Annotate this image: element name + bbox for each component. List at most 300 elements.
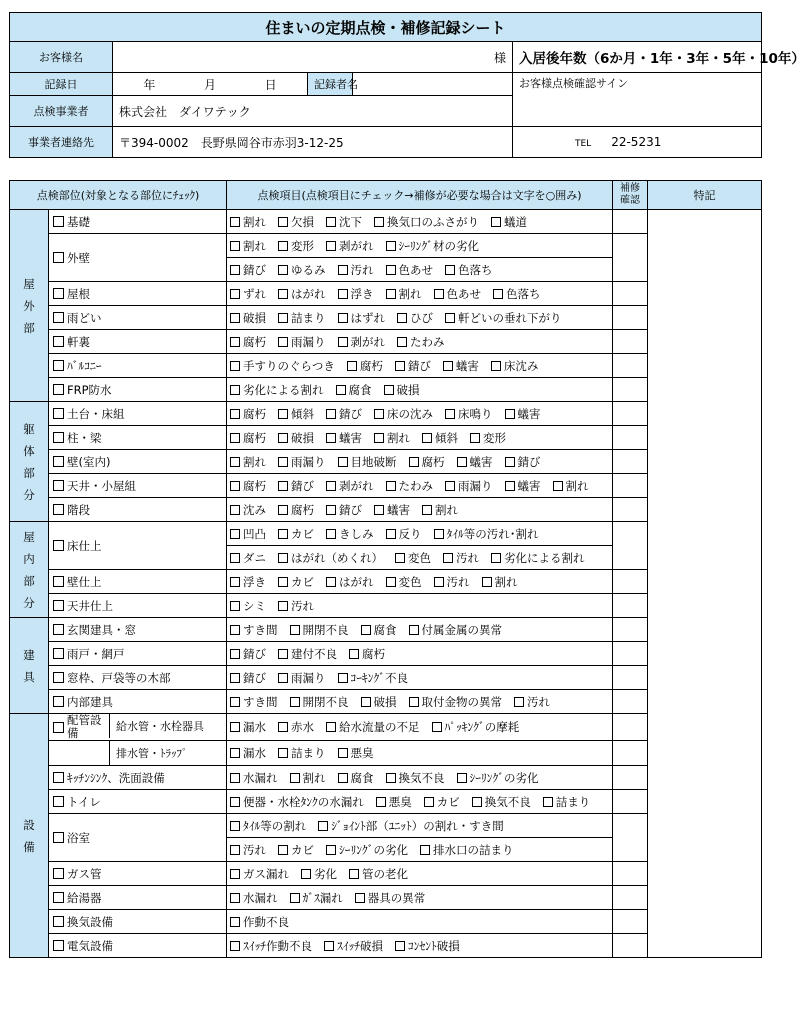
item-checks xyxy=(227,330,613,354)
part-label: 壁仕上 xyxy=(67,574,102,589)
item-checks xyxy=(227,862,613,886)
repair-check-cell[interactable] xyxy=(613,741,648,766)
part-label: 玄関建具・窓 xyxy=(67,622,136,637)
repair-check-cell[interactable] xyxy=(613,210,648,234)
check-item[interactable]: 汚れ xyxy=(514,694,550,710)
item-checks xyxy=(227,594,613,618)
part-label: 軒裏 xyxy=(67,334,90,349)
repair-check-cell[interactable] xyxy=(613,522,648,570)
check-item[interactable]: 水漏れ xyxy=(230,890,278,906)
item-checks xyxy=(227,474,613,498)
check-item[interactable]: ｼﾞｮｲﾝﾄ部（ﾕﾆｯﾄ）の割れ・すき間 xyxy=(318,818,504,834)
item-checks xyxy=(227,378,613,402)
repair-check-cell[interactable] xyxy=(613,402,648,426)
section-label: 躯 体 部 分 xyxy=(10,402,49,522)
section-label: 建 具 xyxy=(10,618,49,714)
check-item[interactable]: 欠損 xyxy=(278,214,314,230)
check-item[interactable]: 蟻害 xyxy=(326,430,362,446)
check-item[interactable]: 汚れ xyxy=(434,574,470,590)
check-item[interactable]: はずれ xyxy=(338,310,386,326)
part-checkbox[interactable] xyxy=(53,408,64,419)
item-checks xyxy=(227,886,613,910)
part-label: 天井仕上 xyxy=(67,598,113,613)
check-item[interactable]: 蟻道 xyxy=(491,214,527,230)
part-cell xyxy=(49,426,227,450)
part-checkbox[interactable] xyxy=(53,940,64,951)
contact-tel: 22-5231 xyxy=(611,135,662,149)
check-item[interactable]: 腐朽 xyxy=(278,502,314,518)
check-item[interactable]: 割れ xyxy=(230,214,266,230)
check-item[interactable]: 蟻害 xyxy=(505,406,541,422)
item-checks xyxy=(227,426,613,450)
check-item[interactable]: 錆び xyxy=(278,478,314,494)
item-checks xyxy=(227,666,613,690)
section-label: 屋 外 部 xyxy=(10,210,49,402)
check-item[interactable]: 蟻害 xyxy=(443,358,479,374)
piping-label: 配管設備 xyxy=(67,713,102,740)
part-label: 床仕上 xyxy=(67,538,102,553)
check-item[interactable]: ｼｰﾘﾝｸﾞの劣化 xyxy=(457,770,539,786)
check-item[interactable]: 剥がれ xyxy=(326,238,374,254)
part-cell xyxy=(49,450,227,474)
check-item[interactable]: きしみ xyxy=(326,526,374,542)
part-label: 内部建具 xyxy=(67,694,113,709)
part-checkbox[interactable] xyxy=(53,722,64,733)
check-item[interactable]: 詰まり xyxy=(543,794,591,810)
check-item[interactable]: 色あせ xyxy=(434,286,482,302)
check-item[interactable]: ゆるみ xyxy=(278,262,326,278)
col-items-header: 点検項目(点検項目にチェック→補修が必要な場合は文字を○囲み) xyxy=(227,181,613,210)
item-checks xyxy=(227,354,613,378)
repair-check-cell[interactable] xyxy=(613,642,648,666)
check-item[interactable]: ガス漏れ xyxy=(230,866,289,882)
check-item[interactable]: ｽｲｯﾁ作動不良 xyxy=(230,938,312,954)
check-item[interactable]: 換気不良 xyxy=(472,794,531,810)
sign-label: お客様点検確認サイン xyxy=(519,77,629,90)
years-label: 入居後年数（6か月・1年・3年・5年・10年） xyxy=(513,42,762,73)
check-item[interactable]: ｼｰﾘﾝｸﾞの劣化 xyxy=(326,842,408,858)
check-item[interactable]: はがれ xyxy=(326,574,374,590)
check-item[interactable]: 腐食 xyxy=(336,382,372,398)
part-cell xyxy=(49,474,227,498)
check-item[interactable]: 変色 xyxy=(386,574,422,590)
check-item[interactable]: 汚れ xyxy=(278,598,314,614)
check-item[interactable]: 変形 xyxy=(278,238,314,254)
check-item[interactable]: 割れ xyxy=(230,238,266,254)
recorder-field[interactable] xyxy=(353,73,513,96)
check-item[interactable]: 床の沈み xyxy=(374,406,433,422)
item-checks xyxy=(227,741,613,766)
check-item[interactable]: 腐朽 xyxy=(230,430,266,446)
check-item[interactable]: 床鳴り xyxy=(445,406,493,422)
part-label: 屋根 xyxy=(67,286,90,301)
date-year: 年 xyxy=(143,77,156,92)
check-item[interactable]: 色あせ xyxy=(386,262,434,278)
check-item[interactable]: 割れ xyxy=(422,502,458,518)
record-date-field[interactable] xyxy=(113,73,308,96)
part-cell xyxy=(49,666,227,690)
check-item[interactable]: 雨漏り xyxy=(445,478,493,494)
table-row xyxy=(10,210,762,234)
check-item[interactable]: 割れ xyxy=(230,454,266,470)
check-item[interactable]: 腐朽 xyxy=(230,406,266,422)
item-checks xyxy=(227,910,613,934)
check-item[interactable]: 蟻害 xyxy=(505,478,541,494)
item-checks xyxy=(227,522,613,546)
check-item[interactable]: 色落ち xyxy=(445,262,493,278)
check-item[interactable]: 換気不良 xyxy=(386,770,445,786)
sub-part-label: 給水管・水栓器具 xyxy=(109,714,204,738)
inspection-body xyxy=(10,210,762,958)
check-item[interactable]: 傾斜 xyxy=(422,430,458,446)
repair-check-cell[interactable] xyxy=(613,330,648,354)
part-cell xyxy=(49,210,227,234)
repair-check-cell[interactable] xyxy=(613,570,648,594)
check-item[interactable]: 開閉不良 xyxy=(290,694,349,710)
item-checks xyxy=(227,690,613,714)
check-item[interactable]: 蟻害 xyxy=(374,502,410,518)
item-checks xyxy=(227,570,613,594)
check-item[interactable]: 床沈み xyxy=(491,358,539,374)
part-label: 基礎 xyxy=(67,214,90,229)
item-checks xyxy=(227,814,613,838)
part-cell xyxy=(49,306,227,330)
check-item[interactable]: ﾀｲﾙ等の割れ xyxy=(230,818,306,834)
repair-check-cell[interactable] xyxy=(613,934,648,958)
contact-tel-label: TEL xyxy=(575,139,592,149)
part-checkbox[interactable] xyxy=(53,832,64,843)
check-item[interactable]: 劣化による割れ xyxy=(491,550,585,566)
check-item[interactable]: 浮き xyxy=(338,286,374,302)
notes-cell[interactable] xyxy=(648,210,762,958)
part-checkbox[interactable] xyxy=(53,796,64,807)
repair-check-cell[interactable] xyxy=(613,690,648,714)
check-item[interactable]: ﾊﾟｯｷﾝｸﾞの摩耗 xyxy=(432,719,520,735)
repair-check-cell[interactable] xyxy=(613,450,648,474)
customer-label: お客様名 xyxy=(10,42,113,73)
part-cell xyxy=(49,862,227,886)
item-checks xyxy=(227,546,613,570)
company-label: 点検事業者 xyxy=(10,96,113,127)
check-item[interactable]: 錆び xyxy=(505,454,541,470)
check-item[interactable]: 付属金属の異常 xyxy=(409,622,503,638)
part-cell xyxy=(49,282,227,306)
repair-check-cell[interactable] xyxy=(613,766,648,790)
part-checkbox[interactable] xyxy=(53,648,64,659)
check-item[interactable]: 割れ xyxy=(374,430,410,446)
part-label: ﾊﾞﾙｺﾆｰ xyxy=(67,358,102,373)
part-checkbox[interactable] xyxy=(53,772,64,783)
part-checkbox[interactable] xyxy=(53,892,64,903)
part-checkbox[interactable] xyxy=(53,252,64,263)
check-item[interactable]: 給水流量の不足 xyxy=(326,719,420,735)
header-table xyxy=(9,12,805,158)
check-item[interactable]: 建付不良 xyxy=(278,646,337,662)
date-month: 月 xyxy=(203,77,216,92)
check-item[interactable]: 雨漏り xyxy=(278,670,326,686)
check-item[interactable]: 浮き xyxy=(230,574,266,590)
check-item[interactable]: 傾斜 xyxy=(278,406,314,422)
repair-check-cell[interactable] xyxy=(613,790,648,814)
item-checks xyxy=(227,766,613,790)
col-repair-header xyxy=(613,181,648,210)
check-item[interactable]: 排水口の詰まり xyxy=(420,842,514,858)
part-cell xyxy=(49,402,227,426)
part-cell xyxy=(49,642,227,666)
check-item[interactable]: 劣化 xyxy=(301,866,337,882)
check-item[interactable]: 反り xyxy=(386,526,422,542)
part-checkbox[interactable] xyxy=(53,916,64,927)
part-cell xyxy=(49,690,227,714)
check-item[interactable]: 割れ xyxy=(482,574,518,590)
item-checks xyxy=(227,402,613,426)
check-item[interactable]: 破損 xyxy=(278,430,314,446)
check-item[interactable]: シミ xyxy=(230,598,266,614)
section-label: 屋 内 部 分 xyxy=(10,522,49,618)
repair-check-cell[interactable] xyxy=(613,306,648,330)
check-item[interactable]: 割れ xyxy=(553,478,589,494)
repair-check-cell[interactable] xyxy=(613,714,648,741)
check-item[interactable]: 沈み xyxy=(230,502,266,518)
item-checks xyxy=(227,258,613,282)
part-checkbox[interactable] xyxy=(53,360,64,371)
part-label: 外壁 xyxy=(67,250,90,265)
part-checkbox[interactable] xyxy=(53,480,64,491)
check-item[interactable]: ｺﾝｾﾝﾄ破損 xyxy=(395,938,460,954)
part-checkbox[interactable] xyxy=(53,432,64,443)
part-checkbox[interactable] xyxy=(53,540,64,551)
check-item[interactable]: 取付金物の異常 xyxy=(409,694,503,710)
check-item[interactable]: ｶﾞｽ漏れ xyxy=(290,890,343,906)
part-checkbox[interactable] xyxy=(53,288,64,299)
check-item[interactable]: 手すりのぐらつき xyxy=(230,358,335,374)
check-item[interactable]: ｺｰｷﾝｸﾞ不良 xyxy=(338,670,409,686)
part-label: 雨戸・網戸 xyxy=(67,646,125,661)
check-item[interactable]: ｼｰﾘﾝｸﾞ材の劣化 xyxy=(386,238,480,254)
repair-check-cell[interactable] xyxy=(613,234,648,282)
check-item[interactable]: 腐食 xyxy=(361,622,397,638)
repair-check-cell[interactable] xyxy=(613,886,648,910)
check-item[interactable]: 詰まり xyxy=(278,310,326,326)
col-part-header: 点検部位(対象となる部位にﾁｪｯｸ) xyxy=(10,181,227,210)
check-item[interactable]: たわみ xyxy=(386,478,434,494)
check-item[interactable]: 蟻害 xyxy=(457,454,493,470)
check-item[interactable]: 変色 xyxy=(395,550,431,566)
check-item[interactable]: 錆び xyxy=(395,358,431,374)
check-item[interactable]: カビ xyxy=(424,794,460,810)
repair-check-cell[interactable] xyxy=(613,378,648,402)
repair-check-cell[interactable] xyxy=(613,862,648,886)
check-item[interactable]: 管の老化 xyxy=(349,866,408,882)
part-label: ガス管 xyxy=(67,866,102,881)
part-cell xyxy=(49,790,227,814)
check-item[interactable]: すき間 xyxy=(230,694,278,710)
check-item[interactable]: 便器・水栓ﾀﾝｸの水漏れ xyxy=(230,794,364,810)
check-item[interactable]: 汚れ xyxy=(338,262,374,278)
sub-part-label: 排水管・ﾄﾗｯﾌﾟ xyxy=(109,741,188,765)
check-item[interactable]: 漏水 xyxy=(230,745,266,761)
customer-name-field[interactable] xyxy=(113,42,513,73)
part-cell xyxy=(49,618,227,642)
check-item[interactable]: 沈下 xyxy=(326,214,362,230)
check-item[interactable]: 詰まり xyxy=(278,745,326,761)
check-item[interactable]: ﾀｲﾙ等の汚れ･割れ xyxy=(434,526,539,542)
check-item[interactable]: 作動不良 xyxy=(230,914,289,930)
check-item[interactable]: 器具の異常 xyxy=(355,890,426,906)
part-cell xyxy=(49,234,227,282)
recorder-label: 記録者名 xyxy=(308,73,353,96)
col-repair-2: 確認 xyxy=(620,195,640,206)
check-item[interactable]: 腐朽 xyxy=(230,334,266,350)
check-item[interactable]: 錆び xyxy=(230,262,266,278)
part-checkbox[interactable] xyxy=(53,576,64,587)
check-item[interactable]: 目地破断 xyxy=(338,454,397,470)
part-checkbox[interactable] xyxy=(53,456,64,467)
check-item[interactable]: 変形 xyxy=(470,430,506,446)
check-item[interactable]: ｽｲｯﾁ破損 xyxy=(324,938,383,954)
check-item[interactable]: 開閉不良 xyxy=(290,622,349,638)
item-checks xyxy=(227,642,613,666)
part-cell xyxy=(49,330,227,354)
check-item[interactable]: 悪臭 xyxy=(338,745,374,761)
part-checkbox[interactable] xyxy=(53,624,64,635)
item-checks xyxy=(227,282,613,306)
section-label: 設 備 xyxy=(10,714,49,958)
item-checks xyxy=(227,306,613,330)
check-item[interactable]: 破損 xyxy=(384,382,420,398)
part-checkbox[interactable] xyxy=(53,504,64,515)
part-checkbox[interactable] xyxy=(53,672,64,683)
part-checkbox[interactable] xyxy=(53,336,64,347)
check-item[interactable]: 錆び xyxy=(326,406,362,422)
part-label: トイレ xyxy=(67,794,101,809)
contact-tel-cell xyxy=(513,127,762,158)
repair-check-cell[interactable] xyxy=(613,354,648,378)
check-item[interactable]: 錆び xyxy=(230,646,266,662)
check-item[interactable]: 腐朽 xyxy=(347,358,383,374)
item-checks xyxy=(227,838,613,862)
part-cell xyxy=(49,378,227,402)
check-item[interactable]: 割れ xyxy=(290,770,326,786)
part-checkbox[interactable] xyxy=(53,600,64,611)
part-cell xyxy=(49,814,227,862)
part-label: 柱・梁 xyxy=(67,430,102,445)
repair-check-cell[interactable] xyxy=(613,282,648,306)
repair-check-cell[interactable] xyxy=(613,618,648,642)
item-checks xyxy=(227,234,613,258)
repair-check-cell[interactable] xyxy=(613,814,648,862)
sheet-title: 住まいの定期点検・補修記録シート xyxy=(10,13,762,42)
repair-check-cell[interactable] xyxy=(613,426,648,450)
check-item[interactable]: カビ xyxy=(278,526,314,542)
part-cell xyxy=(49,766,227,790)
check-item[interactable]: 凹凸 xyxy=(230,526,266,542)
check-item[interactable]: 破損 xyxy=(230,310,266,326)
check-item[interactable]: 錆び xyxy=(230,670,266,686)
check-item[interactable]: 赤水 xyxy=(278,719,314,735)
repair-check-cell[interactable] xyxy=(613,474,648,498)
contact-label: 事業者連絡先 xyxy=(10,127,113,158)
check-item[interactable]: 換気口のふさがり xyxy=(374,214,479,230)
check-item[interactable]: すき間 xyxy=(230,622,278,638)
check-item[interactable]: 汚れ xyxy=(230,842,266,858)
part-checkbox[interactable] xyxy=(53,696,64,707)
item-checks xyxy=(227,714,613,741)
part-cell xyxy=(49,886,227,910)
part-cell xyxy=(49,741,227,766)
check-item[interactable]: たわみ xyxy=(397,334,445,350)
check-item[interactable]: 悪臭 xyxy=(376,794,412,810)
repair-check-cell[interactable] xyxy=(613,666,648,690)
company-value: 株式会社 ダイワテック xyxy=(113,96,513,127)
part-label: 土台・床組 xyxy=(67,406,125,421)
part-label: 換気設備 xyxy=(67,914,113,929)
inspection-table xyxy=(9,180,762,958)
check-item[interactable]: 剥がれ xyxy=(338,334,386,350)
item-checks xyxy=(227,450,613,474)
part-label: ｷｯﾁﾝｼﾝｸ、洗面設備 xyxy=(67,770,165,785)
customer-suffix: 様 xyxy=(493,50,506,65)
record-date-label: 記録日 xyxy=(10,73,113,96)
col-notes-header: 特記 xyxy=(648,181,762,210)
part-cell xyxy=(49,714,227,741)
part-checkbox[interactable] xyxy=(53,868,64,879)
check-item[interactable]: 雨漏り xyxy=(278,334,326,350)
part-label: 天井・小屋組 xyxy=(67,478,136,493)
check-item[interactable]: 腐朽 xyxy=(349,646,385,662)
check-item[interactable]: 劣化による割れ xyxy=(230,382,324,398)
check-item[interactable]: 汚れ xyxy=(443,550,479,566)
check-item[interactable]: はがれ（めくれ） xyxy=(278,550,383,566)
check-item[interactable]: 破損 xyxy=(361,694,397,710)
check-item[interactable]: 雨漏り xyxy=(278,454,326,470)
check-item[interactable]: 軒どいの垂れ下がり xyxy=(445,310,562,326)
check-item[interactable]: はがれ xyxy=(278,286,326,302)
date-day: 日 xyxy=(264,77,277,92)
check-item[interactable]: ひび xyxy=(397,310,433,326)
part-checkbox[interactable] xyxy=(53,312,64,323)
check-item[interactable]: 腐朽 xyxy=(230,478,266,494)
check-item[interactable]: 割れ xyxy=(386,286,422,302)
part-checkbox[interactable] xyxy=(53,384,64,395)
item-checks xyxy=(227,618,613,642)
check-item[interactable]: 水漏れ xyxy=(230,770,278,786)
contact-address: 〒394-0002 長野県岡谷市赤羽3-12-25 xyxy=(113,127,513,158)
check-item[interactable]: 色落ち xyxy=(493,286,541,302)
part-cell xyxy=(49,522,227,570)
repair-check-cell[interactable] xyxy=(613,910,648,934)
check-item[interactable]: 剥がれ xyxy=(326,478,374,494)
check-item[interactable]: カビ xyxy=(278,574,314,590)
item-checks xyxy=(227,210,613,234)
part-label: 窓枠、戸袋等の木部 xyxy=(67,670,171,685)
repair-check-cell[interactable] xyxy=(613,498,648,522)
check-item[interactable]: 漏水 xyxy=(230,719,266,735)
check-item[interactable]: ダニ xyxy=(230,550,266,566)
part-cell xyxy=(49,910,227,934)
repair-check-cell[interactable] xyxy=(613,594,648,618)
part-label: FRP防水 xyxy=(67,382,112,397)
part-checkbox[interactable] xyxy=(53,216,64,227)
part-label: 階段 xyxy=(67,502,90,517)
customer-sign-field[interactable] xyxy=(513,73,762,127)
check-item[interactable]: 腐食 xyxy=(338,770,374,786)
check-item[interactable]: 腐朽 xyxy=(409,454,445,470)
check-item[interactable]: 錆び xyxy=(326,502,362,518)
check-item[interactable]: カビ xyxy=(278,842,314,858)
part-cell xyxy=(49,354,227,378)
check-item[interactable]: ずれ xyxy=(230,286,266,302)
